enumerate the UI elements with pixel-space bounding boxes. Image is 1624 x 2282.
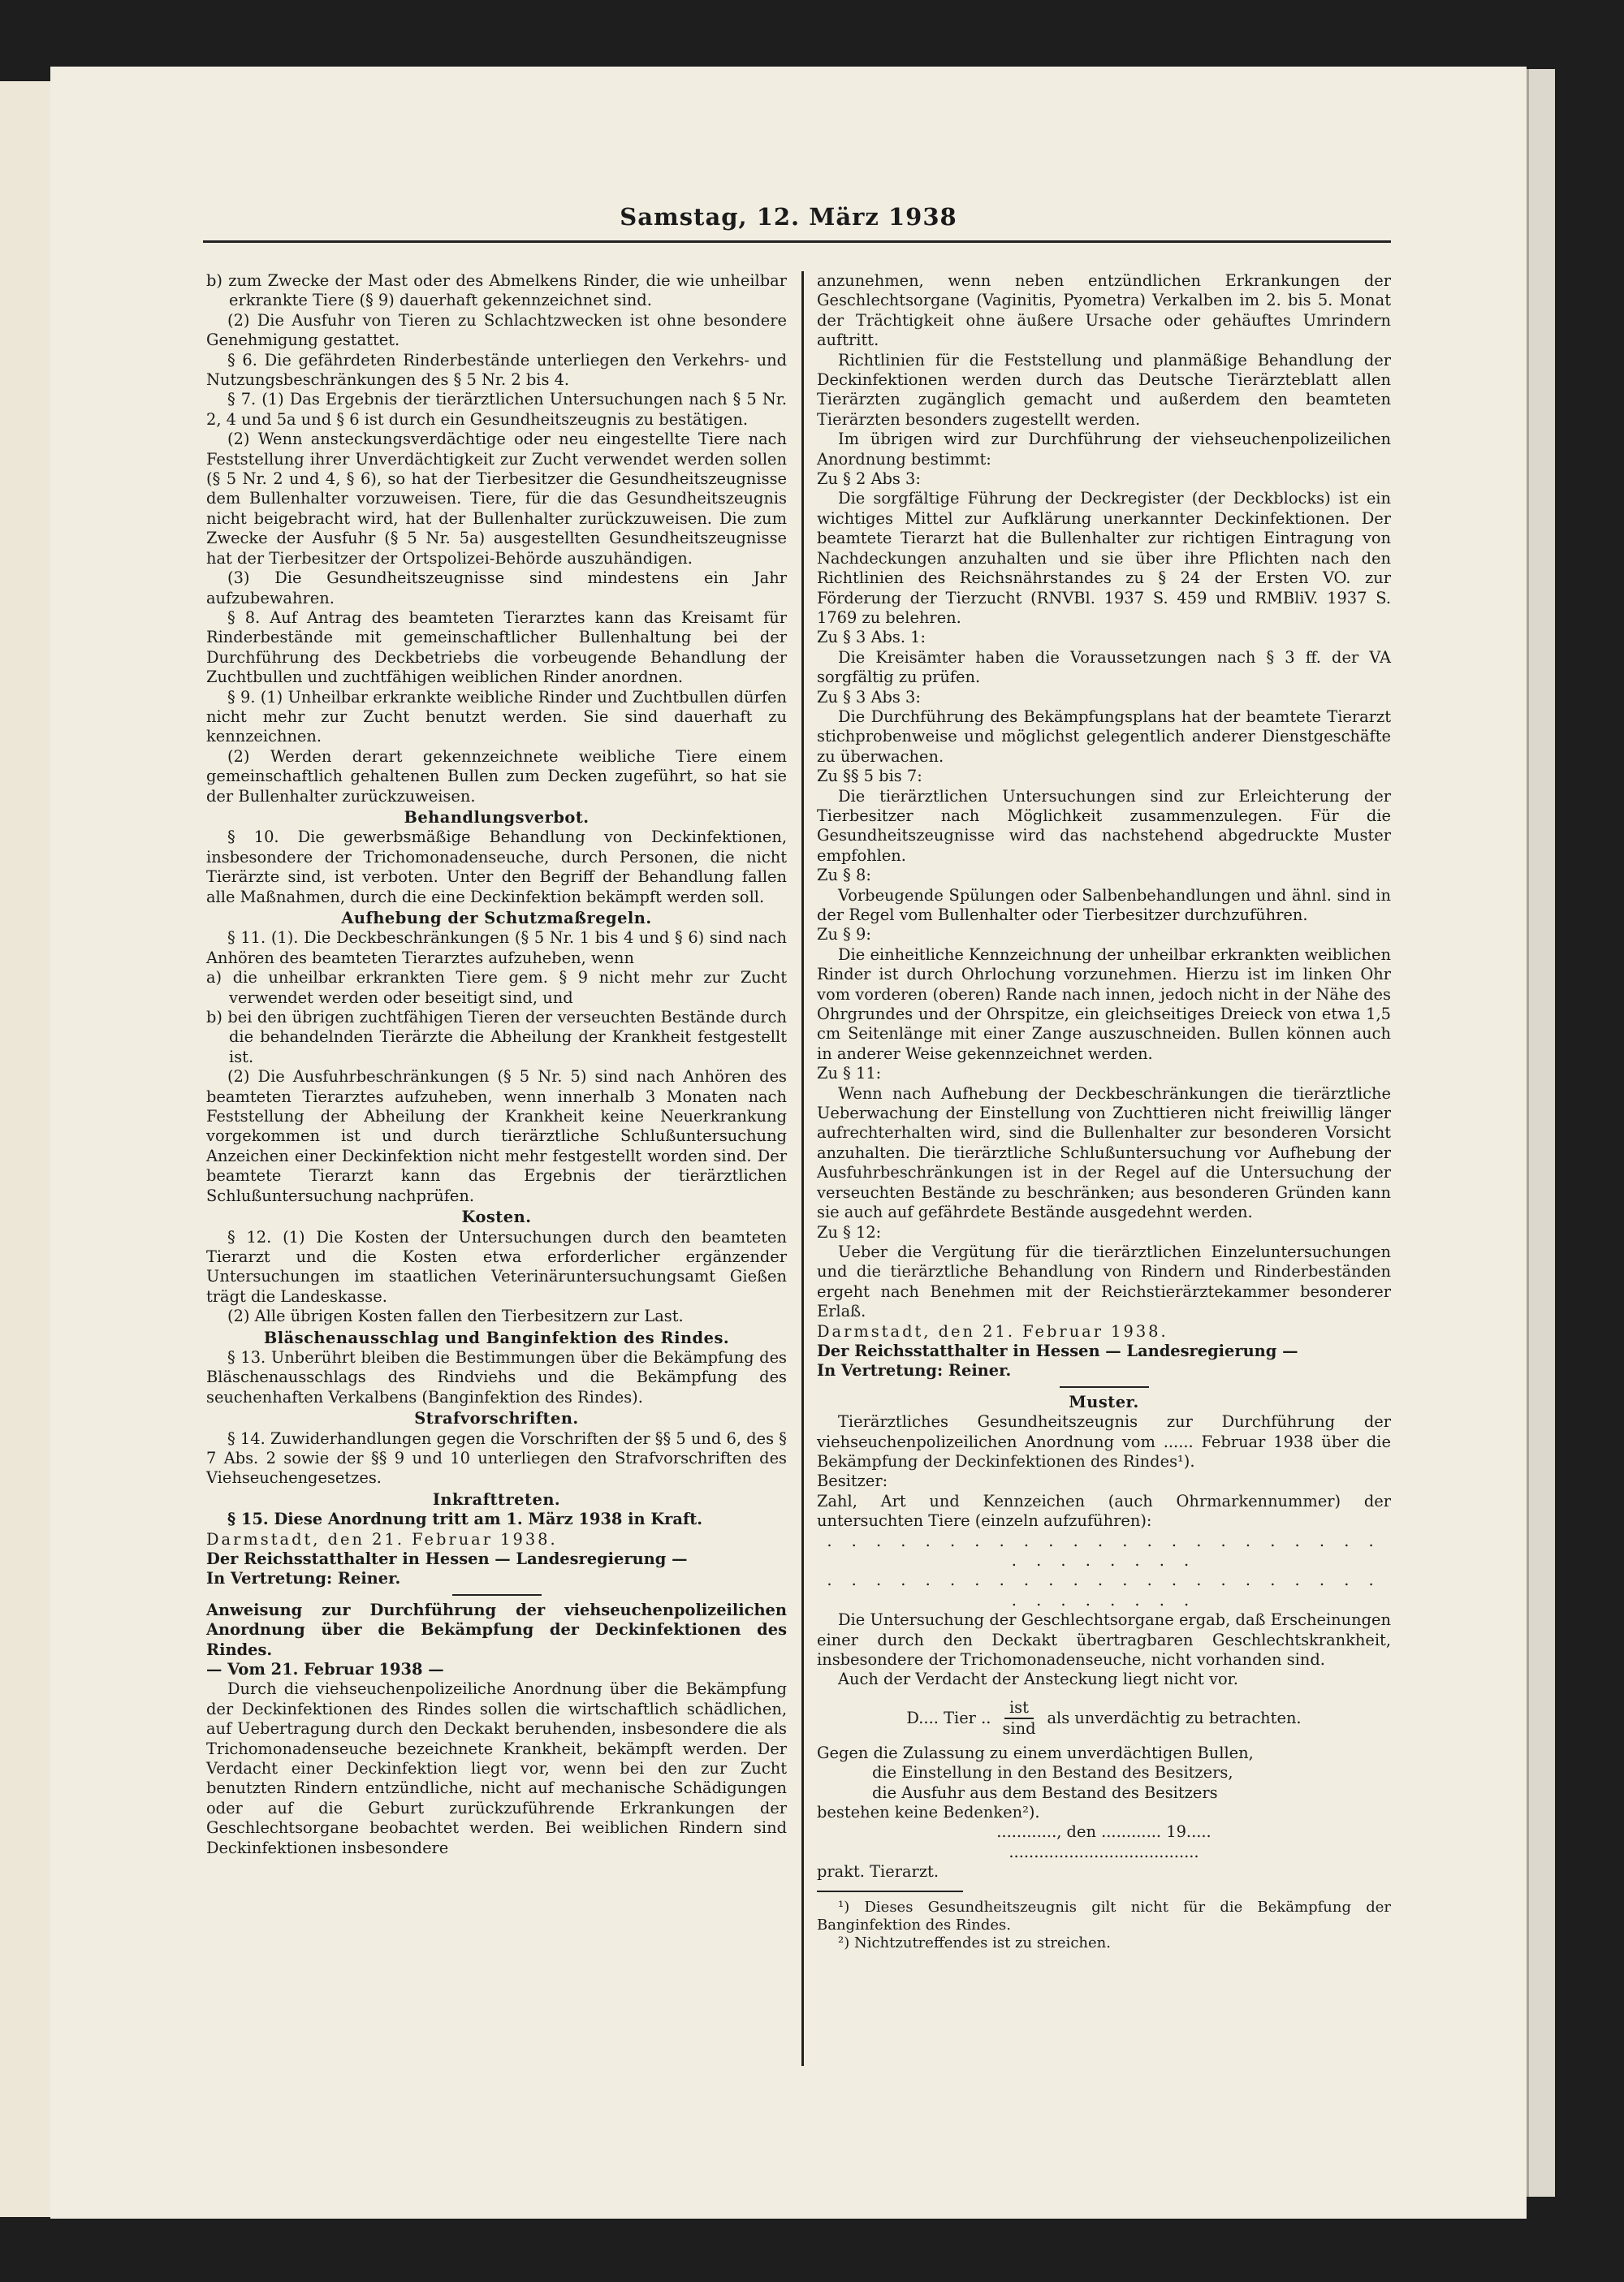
directive-title: Anweisung zur Durchführung der viehseuchenpolizeilichen Anordnung über die Bekämpfung der Deckinfektionen des Rindes. <box>206 1600 787 1659</box>
separator-rule <box>1060 1386 1149 1388</box>
form-consent-line: die Einstellung in den Bestand des Besitzers, <box>872 1763 1233 1783</box>
subsection-label: Zu § 11: <box>817 1064 882 1083</box>
paragraph: § 7. (1) Das Ergebnis der tierärztlichen Untersuchungen nach § 5 Nr. 2, 4 und 5a und § 6 ist durch ein Gesundheitszeugnis zu bestätigen. <box>206 390 787 429</box>
right-page-edge <box>1527 69 1555 2197</box>
footnote-rule <box>817 1891 963 1892</box>
paragraph: Die Durchführung des Bekämpfungsplans hat der beamtete Tierarzt stichprobenweise und möglichst gelegentlich anderer Dienstgeschäfte zu überwachen. <box>817 707 1391 766</box>
paragraph: Ueber die Vergütung für die tierärztlichen Einzeluntersuchungen und die tierärztliche Behandlung von Rindern und Rinderbeständen ergeht nach Benehmen mit der Reichstierärztekammer besonderer Erlaß. <box>817 1242 1391 1321</box>
paragraph: Die sorgfältige Führung der Deckregister (der Deckblocks) ist ein wichtiges Mittel zur Aufklärung unerkannter Deckinfektionen. Der beamtete Tierarzt hat die Bullenhalter zur richtigen Eintragung von Nachdeckungen anzuhalten und sie über ihre Pflichten nach den Richtlinien des Reichsnährstandes zu § 24 der Ersten VO. zur Förderung der Tierzucht (RNVBl. 1937 S. 459 und RMBliV. 1937 S. 1769 zu belehren. <box>817 489 1391 627</box>
paragraph: § 14. Zuwiderhandlungen gegen die Vorschriften der §§ 5 und 6, des § 7 Abs. 2 sowie der §§ 9 und 10 unterliegen den Strafvorschriften des Viehseuchengesetzes. <box>206 1428 787 1488</box>
form-dotted-line: . . . . . . . . . . . . . . . . . . . . . . . . . . . . . . . <box>827 1531 1381 1570</box>
header-date: Samstag, 12. März 1938 <box>620 203 957 231</box>
section-heading: Inkrafttreten. <box>432 1489 561 1509</box>
subsection-label: Zu § 3 Abs 3: <box>817 687 921 707</box>
signature-date: Darmstadt, den 21. Februar 1938. <box>817 1321 1168 1341</box>
form-consent-line: die Ausfuhr aus dem Bestand des Besitzers <box>872 1783 1218 1802</box>
form-dotted-line: . . . . . . . . . . . . . . . . . . . . . . . . . . . . . . . <box>827 1571 1381 1610</box>
verdict-fraction <box>1002 1698 1035 1739</box>
paragraph: (2) Die Ausfuhr von Tieren zu Schlachtzwecken ist ohne besondere Genehmigung gestattet. <box>206 310 787 350</box>
paragraph: (2) Die Ausfuhrbeschränkungen (§ 5 Nr. 5) sind nach Anhören des beamteten Tierarztes aufzuheben, wenn innerhalb 3 Monaten nach Feststellung der Abheilung der Krankheit keine Neuerkrankung vorgekommen ist und durch tierärztliche Schlußuntersuchung Anzeichen einer Deckinfektion nicht mehr festgestellt worden sind. Der beamtete Tierarzt kann das Ergebnis der tierärztlichen Schlußuntersuchung nachprüfen. <box>206 1067 787 1205</box>
form-title: Muster. <box>1069 1392 1139 1411</box>
paragraph: § 9. (1) Unheilbar erkrankte weibliche Rinder und Zuchtbullen dürfen nicht mehr zur Zucht benutzt werden. Sie sind dauerhaft zu kennzeichnen. <box>206 687 787 746</box>
column-divider <box>801 271 804 2066</box>
signature-authority: Der Reichsstatthalter in Hessen — Landesregierung — <box>817 1341 1298 1360</box>
paragraph: b) zum Zwecke der Mast oder des Abmelkens Rinder, die wie unheilbar erkrankte Tiere (§ 9) dauerhaft gekennzeichnet sind. <box>206 271 787 310</box>
paragraph: (2) Werden derart gekennzeichnete weibliche Tiere einem gemeinschaftlich gehaltenen Bullen zum Decken zugeführt, so hat sie der Bullenhalter zurückzuweisen. <box>206 746 787 806</box>
paragraph: § 15. Diese Anordnung tritt am 1. März 1938 in Kraft. <box>227 1510 703 1529</box>
right-column <box>817 271 1391 1952</box>
paragraph: § 11. (1). Die Deckbeschränkungen (§ 5 Nr. 1 bis 4 und § 6) sind nach Anhören des beamteten Tierarztes aufzuheben, wenn <box>206 928 787 967</box>
paragraph: (2) Wenn ansteckungsverdächtige oder neu eingestellte Tiere nach Feststellung ihrer Unverdächtigkeit zur Zucht verwendet werden sollen (§ 5 Nr. 2 und 4, § 6), so hat der Tierbesitzer die Gesundheitszeugnisse dem Bullenhalter vorzuweisen. Tiere, für die das Gesundheitszeugnis nicht beigebracht wird, hat der Bullenhalter zurückzuweisen. Die zum Zwecke der Ausfuhr (§ 5 Nr. 5a) ausgestellten Gesundheitszeugnisse hat der Tierbesitzer der Ortspolizei-Behörde auszuhändigen. <box>206 430 787 568</box>
form-consent-line: bestehen keine Bedenken²). <box>817 1803 1040 1822</box>
certificate-form <box>817 1393 1391 1882</box>
form-owner-label: Besitzer: <box>817 1472 888 1491</box>
paragraph: § 6. Die gefährdeten Rinderbestände unterliegen den Verkehrs- und Nutzungsbeschränkungen des § 5 Nr. 2 bis 4. <box>206 350 787 390</box>
document-page <box>50 67 1527 2219</box>
form-exam-text: Die Untersuchung der Geschlechtsorgane ergab, daß Erscheinungen einer durch den Deckakt übertragbaren Geschlechtskrankheit, insbesondere der Trichomonadenseuche, nicht vorhanden sind. <box>817 1610 1391 1670</box>
paragraph: § 8. Auf Antrag des beamteten Tierarztes kann das Kreisamt für Rinderbestände mit gemeinschaftlicher Bullenhaltung bei der Durchführung des Deckbetriebs die vorbeugende Behandlung der Zuchtbullen und zuchtfähigen weiblichen Rinder anordnen. <box>206 607 787 687</box>
subsection-label: Zu §§ 5 bis 7: <box>817 767 922 786</box>
form-date-line: ............, den ............ 19..... <box>996 1822 1212 1842</box>
footnote: ²) Nichtzutreffendes ist zu streichen. <box>838 1934 1111 1951</box>
subsection-label: Zu § 9: <box>817 925 871 944</box>
subsection-label: Zu § 2 Abs 3: <box>817 469 921 489</box>
paragraph: Die tierärztlichen Untersuchungen sind zur Erleichterung der Tierbesitzer nach Möglichkeit zusammenzulegen. Für die Gesundheitszeugnisse wird das nachstehend abgedruckte Muster empfohlen. <box>817 786 1391 865</box>
section-heading: Behandlungsverbot. <box>404 807 590 827</box>
section-heading: Aufhebung der Schutzmaßregeln. <box>341 909 652 927</box>
paragraph: anzunehmen, wenn neben entzündlichen Erkrankungen der Geschlechtsorgane (Vaginitis, Pyometra) Verkalben im 2. bis 5. Monat der Trächtigkeit ohne äußere Ursache oder gehäuftes Umrindern auftritt. <box>817 271 1391 350</box>
list-item: a) die unheilbar erkrankten Tiere gem. § 9 nicht mehr zur Zucht verwendet werden oder beseitigt sind, und <box>206 968 787 1007</box>
paragraph: § 12. (1) Die Kosten der Untersuchungen durch den beamteten Tierarzt und die Kosten etwa erforderlicher ergänzender Untersuchungen im staatlichen Veterinäruntersuchungsamt Gießen trägt die Landeskasse. <box>206 1227 787 1306</box>
fraction-denominator: sind <box>1002 1718 1036 1738</box>
section-heading: Bläschenausschlag und Banginfektion des Rindes. <box>263 1328 730 1347</box>
section-heading: Kosten. <box>461 1208 532 1227</box>
paragraph: Vorbeugende Spülungen oder Salbenbehandlungen und ähnl. sind in der Regel vom Bullenhalter oder Tierbesitzer durchzuführen. <box>817 885 1391 924</box>
subsection-label: Zu § 12: <box>817 1222 882 1242</box>
paragraph: Wenn nach Aufhebung der Deckbeschränkungen die tierärztliche Ueberwachung der Einstellung von Zuchttieren nicht freiwillig länger aufrechterhalten wird, sind die Bullenhalter zur besonderen Vorsicht anzuhalten. Die tierärztliche Schlußuntersuchung vor Aufhebung der Ausfuhrbeschränkungen ist in der Regel auf die Untersuchung der verseuchten Bestände zu beschränken; aus besonderen Gründen kann sie auch auf gefährdete Bestände ausgedehnt werden. <box>817 1083 1391 1222</box>
paragraph: (3) Die Gesundheitszeugnisse sind mindestens ein Jahr aufzubewahren. <box>206 568 787 607</box>
fraction-numerator: ist <box>1004 1698 1034 1719</box>
verdict-prefix: D.... Tier .. <box>906 1708 991 1727</box>
form-signature-dots: ...................................... <box>1009 1842 1199 1861</box>
form-intro: Tierärztliches Gesundheitszeugnis zur Durchführung der viehseuchenpolizeilichen Anordnung vom ...... Februar 1938 über die Bekämpfung der Deckinfektionen des Rindes¹). <box>817 1412 1391 1471</box>
paragraph: Durch die viehseuchenpolizeiliche Anordnung über die Bekämpfung der Deckinfektionen des Rindes sollen die wirtschaftlich schädlichen, auf Uebertragung durch den Deckakt beruhenden, insbesondere die als Trichomonadenseuche bezeichnete Krankheit, bekämpft werden. Der Verdacht einer Deckinfektion liegt vor, wenn bei den zur Zucht benutzten Rindern entzündliche, nicht auf mechanische Schädigungen oder auf die Geburt zurückzuführende Erkrankungen der Geschlechtsorgane beobachtet werden. Bei weiblichen Rindern sind Deckinfektionen insbesondere <box>206 1679 787 1857</box>
paragraph: (2) Alle übrigen Kosten fallen den Tierbesitzern zur Last. <box>227 1307 684 1326</box>
signature-name: In Vertretung: Reiner. <box>206 1569 401 1588</box>
header-rule <box>203 240 1391 243</box>
paragraph: Im übrigen wird zur Durchführung der viehseuchenpolizeilichen Anordnung bestimmt: <box>817 430 1391 469</box>
paragraph: § 10. Die gewerbsmäßige Behandlung von Deckinfektionen, insbesondere der Trichomonadenseuche, durch Personen, die nicht Tierärzte sind, ist verboten. Unter den Begriff der Behandlung fallen alle Maßnahmen, durch die eine Deckinfektion bekämpft werden soll. <box>206 828 787 906</box>
section-heading: Strafvorschriften. <box>414 1409 579 1428</box>
form-animals-label: Zahl, Art und Kennzeichen (auch Ohrmarkennummer) der untersuchten Tiere (einzeln aufzuführen): <box>817 1491 1391 1531</box>
form-consent-line: Gegen die Zulassung zu einem unverdächtigen Bullen, <box>817 1743 1254 1762</box>
form-signature-label: prakt. Tierarzt. <box>817 1862 939 1882</box>
form-suspicion-text: Auch der Verdacht der Ansteckung liegt nicht vor. <box>838 1670 1238 1689</box>
signature-date: Darmstadt, den 21. Februar 1938. <box>206 1529 558 1549</box>
paragraph: Die einheitliche Kennzeichnung der unheilbar erkrankten weiblichen Rinder ist durch Ohrlochung vorzunehmen. Hierzu ist im linken Ohr vom vorderen (oberen) Rande nach innen, jedoch nicht in der Nähe des Ohrgrundes und der Ohrspitze, ein gleichseitiges Dreieck von etwa 1,5 cm Seitenlänge mit einer Zange auszuschneiden. Bullen können auch in anderer Weise gekennzeichnet werden. <box>817 944 1391 1063</box>
paragraph: Die Kreisämter haben die Voraussetzungen nach § 3 ff. der VA sorgfältig zu prüfen. <box>817 647 1391 687</box>
footnote: ¹) Dieses Gesundheitszeugnis gilt nicht für die Bekämpfung der Banginfektion des Rindes. <box>817 1898 1391 1934</box>
subsection-label: Zu § 3 Abs. 1: <box>817 628 926 647</box>
left-column <box>206 271 787 1858</box>
paragraph: Richtlinien für die Feststellung und planmäßige Behandlung der Deckinfektionen werden durch das Deutsche Tierärzteblatt allen Tierärzten zugänglich gemacht und außerdem den beamteten Tierärzten besonders zugestellt werden. <box>817 350 1391 429</box>
directive-date: — Vom 21. Februar 1938 — <box>206 1660 444 1679</box>
signature-name: In Vertretung: Reiner. <box>817 1361 1012 1381</box>
form-verdict-line <box>817 1698 1391 1739</box>
signature-authority: Der Reichsstatthalter in Hessen — Landesregierung — <box>206 1549 688 1568</box>
separator-rule <box>452 1594 542 1596</box>
paragraph: § 13. Unberührt bleiben die Bestimmungen über die Bekämpfung des Bläschenausschlags des Rindviehs und die Bekämpfung des seuchenhaften Verkalbens (Banginfektion des Rindes). <box>206 1347 787 1407</box>
list-item: b) bei den übrigen zuchtfähigen Tieren der verseuchten Bestände durch die behandelnden Tierärzte die Abheilung der Krankheit festgestellt ist. <box>206 1008 787 1066</box>
verdict-suffix: als unverdächtig zu betrachten. <box>1047 1708 1302 1727</box>
subsection-label: Zu § 8: <box>817 866 871 885</box>
left-page-edge <box>0 81 50 2217</box>
